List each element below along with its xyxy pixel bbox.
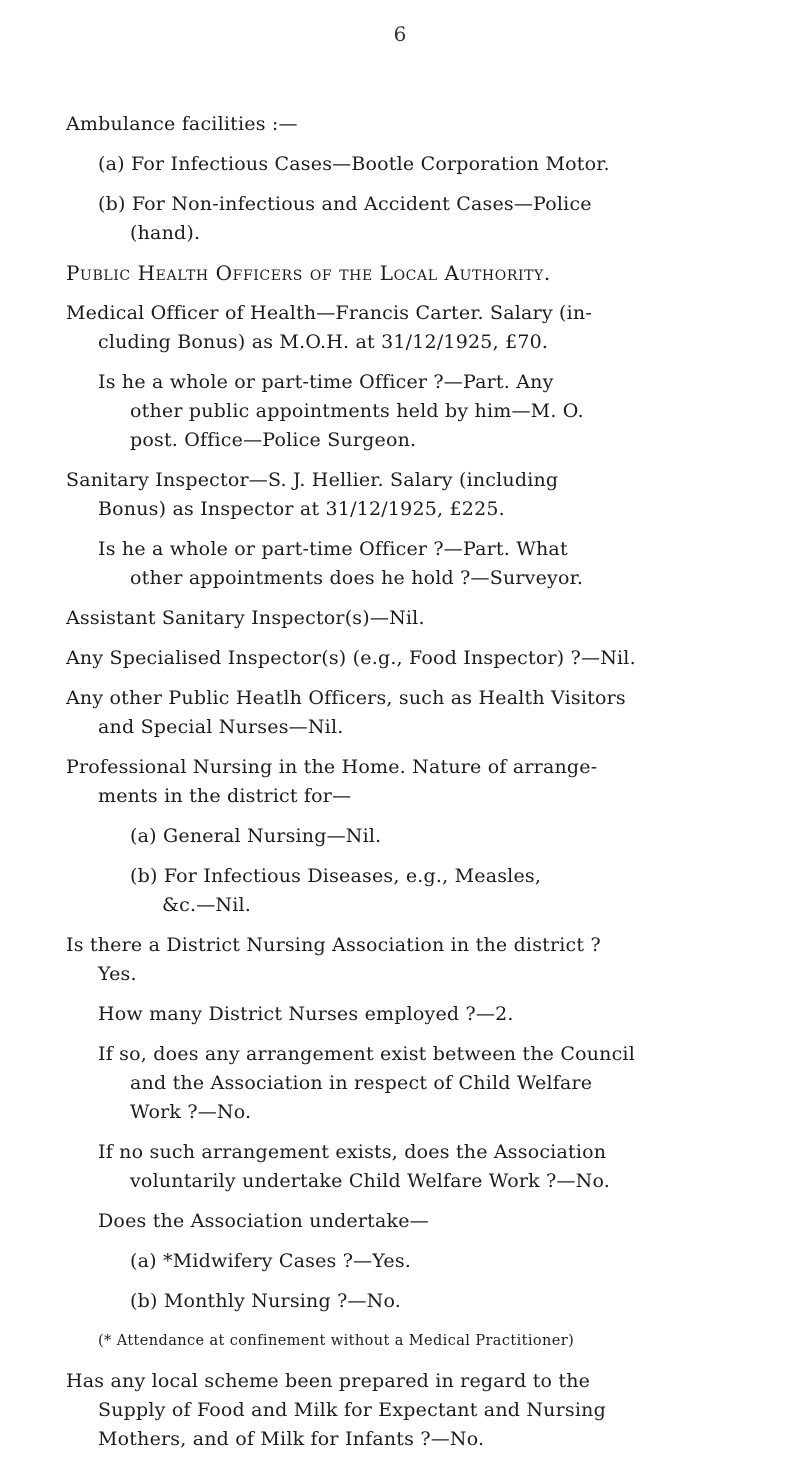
text-line: voluntarily undertake Child Welfare Work ?—No. xyxy=(130,1170,611,1192)
text-line: (b) For Infectious Diseases, e.g., Measles, xyxy=(130,865,542,887)
paragraph-food-milk xyxy=(0,1367,800,1454)
text-line: Professional Nursing in the Home. Nature of arrange- xyxy=(66,756,598,778)
text-line: Mothers, and of Milk for Infants ?—No. xyxy=(98,1428,485,1450)
text-line: Yes. xyxy=(98,963,137,985)
text-line: cluding Bonus) as M.O.H. at 31/12/1925, £70. xyxy=(98,331,549,353)
paragraph-medical-officer-q xyxy=(0,368,800,455)
text-line: Ambulance facilities :— xyxy=(66,113,298,135)
paragraph-nursing-b xyxy=(0,862,800,920)
text-line: (* Attendance at confinement without a Medical Practitioner) xyxy=(98,1333,575,1349)
text-line: Does the Association undertake— xyxy=(98,1210,429,1232)
paragraph-monthly-nursing xyxy=(0,1287,800,1316)
text-line: ments in the district for— xyxy=(98,785,352,807)
text-line: Any Specialised Inspector(s) (e.g., Food Inspector) ?—Nil. xyxy=(66,647,636,669)
text-line: Any other Public Heatlh Officers, such as Health Visitors xyxy=(66,687,626,709)
paragraph-arrangement xyxy=(0,1040,800,1127)
document-body xyxy=(0,110,800,1465)
text-line: If so, does any arrangement exist between the Council xyxy=(98,1043,635,1065)
text-line: other public appointments held by him—M. O. xyxy=(130,400,584,422)
paragraph-sanitary-inspector xyxy=(0,466,800,524)
text-line: (a) General Nursing—Nil. xyxy=(130,825,382,847)
text-line: Has any local scheme been prepared in regard to the xyxy=(66,1370,591,1392)
text-line: Is he a whole or part-time Officer ?—Part. What xyxy=(98,538,568,560)
text-line: post. Office—Police Surgeon. xyxy=(130,429,417,451)
text-line: If no such arrangement exists, does the Association xyxy=(98,1141,607,1163)
paragraph-other-officers xyxy=(0,684,800,742)
paragraph-nursing-heading xyxy=(0,753,800,811)
paragraph-ambulance-a xyxy=(0,150,800,179)
text-line: Assistant Sanitary Inspector(s)—Nil. xyxy=(66,607,425,629)
paragraph-midwifery xyxy=(0,1247,800,1276)
paragraph-ambulance-b xyxy=(0,190,800,248)
text-line: Medical Officer of Health—Francis Carter. Salary (in- xyxy=(66,302,592,324)
text-line: (a) *Midwifery Cases ?—Yes. xyxy=(130,1250,412,1272)
paragraph-sanitary-inspector-q xyxy=(0,535,800,593)
text-line: Sanitary Inspector—S. J. Hellier. Salary (including xyxy=(66,469,559,491)
paragraph-ambulance-heading xyxy=(0,110,800,139)
paragraph-specialised-inspector xyxy=(0,644,800,673)
text-line: Supply of Food and Milk for Expectant and Nursing xyxy=(98,1399,606,1421)
text-line: and Special Nurses—Nil. xyxy=(98,716,344,738)
paragraph-nursing-a xyxy=(0,822,800,851)
text-line: Is there a District Nursing Association in the district ? xyxy=(66,934,601,956)
paragraph-assistant-inspector xyxy=(0,604,800,633)
paragraph-medical-officer xyxy=(0,299,800,357)
text-line: and the Association in respect of Child Welfare xyxy=(130,1072,593,1094)
paragraph-undertake xyxy=(0,1207,800,1236)
text-line: (hand). xyxy=(130,222,201,244)
paragraph-footnote xyxy=(0,1327,800,1356)
page-number: 6 xyxy=(393,22,407,46)
text-line: (b) Monthly Nursing ?—No. xyxy=(130,1290,402,1312)
paragraph-nurses-employed xyxy=(0,1000,800,1029)
text-line: Is he a whole or part-time Officer ?—Part. Any xyxy=(98,371,554,393)
paragraph-voluntary xyxy=(0,1138,800,1196)
paragraph-district-association xyxy=(0,931,800,989)
text-line: (a) For Infectious Cases—Bootle Corporation Motor. xyxy=(98,153,610,175)
text-line: Public Health Officers of the Local Authority. xyxy=(66,261,551,285)
text-line: (b) For Non-infectious and Accident Cases—Police xyxy=(98,193,592,215)
text-line: Work ?—No. xyxy=(130,1101,252,1123)
text-line: &c.—Nil. xyxy=(162,894,252,916)
text-line: Bonus) as Inspector at 31/12/1925, £225. xyxy=(98,498,505,520)
text-line: How many District Nurses employed ?—2. xyxy=(98,1003,514,1025)
paragraph-officers-heading xyxy=(0,259,800,288)
text-line: other appointments does he hold ?—Surveyor. xyxy=(130,567,584,589)
